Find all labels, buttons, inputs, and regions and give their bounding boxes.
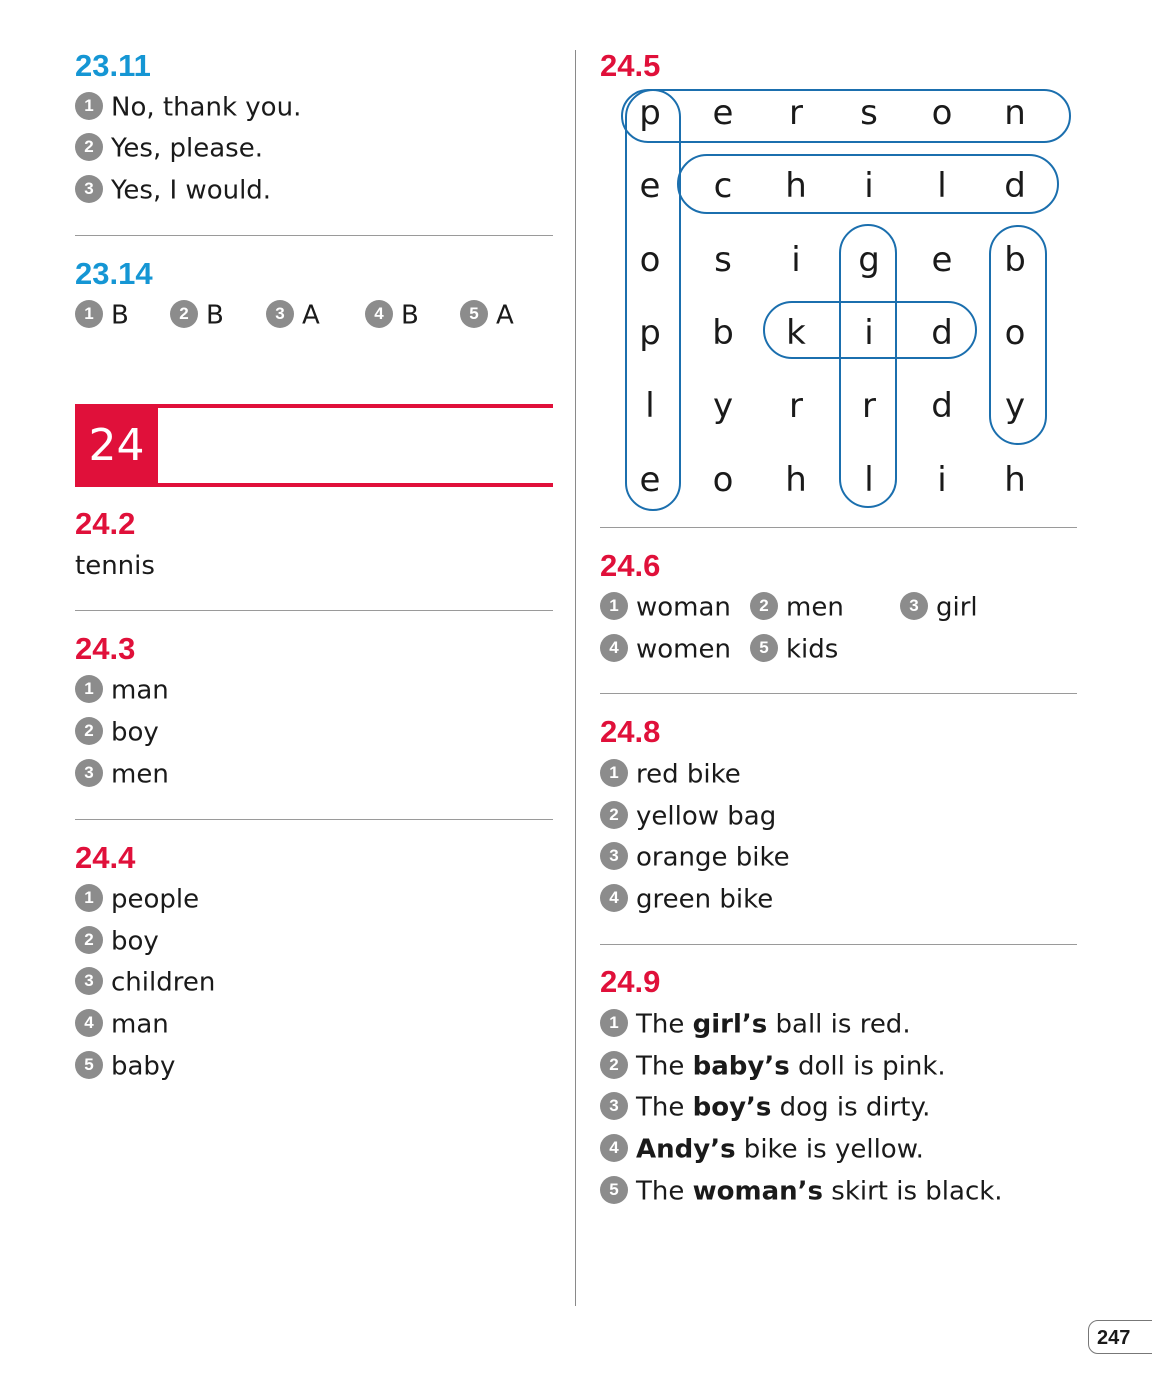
grid-cell: y [712, 386, 734, 426]
grid-cell: p [639, 93, 661, 133]
circle-child [678, 155, 1058, 213]
divider [600, 527, 1077, 528]
grid-cell: i [937, 460, 947, 500]
divider [75, 610, 553, 611]
answer-item: 1 man [75, 675, 169, 706]
grid-cell: e [931, 240, 953, 280]
section-title-23-11: 23.11 [75, 48, 151, 83]
section-title-23-14: 23.14 [75, 256, 153, 291]
answer-item: 1 No, thank you. [75, 92, 301, 123]
grid-cell: s [860, 93, 878, 133]
grid-cell: y [1004, 386, 1026, 426]
answer-text: tennis [75, 551, 155, 581]
section-title-24-3: 24.3 [75, 631, 136, 666]
answer-item: 1 woman [600, 592, 731, 623]
grid-cell: r [789, 93, 803, 133]
grid-cell: o [639, 240, 661, 280]
grid-cell: k [786, 313, 806, 353]
answer-item: 2 boy [75, 717, 159, 748]
grid-cell: e [639, 460, 661, 500]
grid-cell: e [639, 166, 661, 206]
divider [75, 819, 553, 820]
grid-cell: b [712, 313, 734, 353]
answer-item: 2 B [170, 300, 224, 331]
grid-cell: d [931, 386, 953, 426]
answer-item: 2 men [750, 592, 844, 623]
grid-cell: i [791, 240, 801, 280]
answer-item: 3 girl [900, 592, 978, 623]
answer-item: 3 orange bike [600, 842, 790, 873]
answer-item: 1 The girl’s ball is red. [600, 1009, 911, 1040]
section-title-24-4: 24.4 [75, 840, 136, 875]
answer-item: 1 people [75, 884, 199, 915]
circle-people [626, 90, 680, 510]
grid-cell: r [862, 386, 876, 426]
section-title-24-2: 24.2 [75, 506, 136, 541]
grid-cell: h [785, 166, 807, 206]
unit-number-badge: 24 [75, 404, 158, 487]
circle-girl [840, 225, 896, 507]
grid-cell: h [1004, 460, 1026, 500]
answer-item: 2 boy [75, 926, 159, 957]
grid-cell: h [785, 460, 807, 500]
grid-cell: d [1004, 166, 1026, 206]
section-title-24-8: 24.8 [600, 714, 661, 749]
answer-item: 2 The baby’s doll is pink. [600, 1051, 946, 1082]
grid-cell: l [937, 166, 947, 206]
section-title-24-5: 24.5 [600, 48, 661, 83]
grid-cell: o [1004, 313, 1026, 353]
answer-item: 5 A [460, 300, 514, 331]
grid-cell: e [712, 93, 734, 133]
grid-cell: d [931, 313, 953, 353]
answer-item: 5 The woman’s skirt is black. [600, 1176, 1003, 1207]
answer-item: 4 man [75, 1009, 169, 1040]
grid-cell: b [1004, 240, 1026, 280]
grid-cell: r [789, 386, 803, 426]
section-title-24-9: 24.9 [600, 964, 661, 999]
answer-item: 2 yellow bag [600, 801, 776, 832]
grid-cell: n [1004, 93, 1026, 133]
answer-item: 2 Yes, please. [75, 133, 263, 164]
grid-cell: o [931, 93, 953, 133]
answer-item: 3 A [266, 300, 320, 331]
answer-item: 4 women [600, 634, 731, 665]
answer-item: 1 B [75, 300, 129, 331]
grid-cell: l [864, 460, 874, 500]
word-circles [0, 0, 1152, 560]
grid-cell: p [639, 313, 661, 353]
answer-item: 5 baby [75, 1051, 175, 1082]
answer-item: 3 children [75, 967, 215, 998]
grid-cell: g [858, 240, 880, 280]
section-title-24-6: 24.6 [600, 548, 661, 583]
grid-cell: o [712, 460, 734, 500]
grid-cell: l [645, 386, 655, 426]
divider [600, 944, 1077, 945]
page-number: 247 [1088, 1320, 1152, 1354]
answer-item: 3 The boy’s dog is dirty. [600, 1092, 930, 1123]
answer-item: 4 Andy’s bike is yellow. [600, 1134, 924, 1165]
grid-cell: i [864, 313, 874, 353]
answer-item: 3 men [75, 759, 169, 790]
answer-item: 4 B [365, 300, 419, 331]
divider [600, 693, 1077, 694]
circle-kid [764, 302, 976, 358]
grid-cell: s [714, 240, 732, 280]
answer-item: 4 green bike [600, 884, 773, 915]
circle-person [622, 90, 1070, 142]
answer-item: 3 Yes, I would. [75, 175, 271, 206]
circle-boy [990, 226, 1046, 444]
grid-cell: c [713, 166, 733, 206]
answer-item: 1 red bike [600, 759, 741, 790]
answer-item: 5 kids [750, 634, 838, 665]
grid-cell: i [864, 166, 874, 206]
